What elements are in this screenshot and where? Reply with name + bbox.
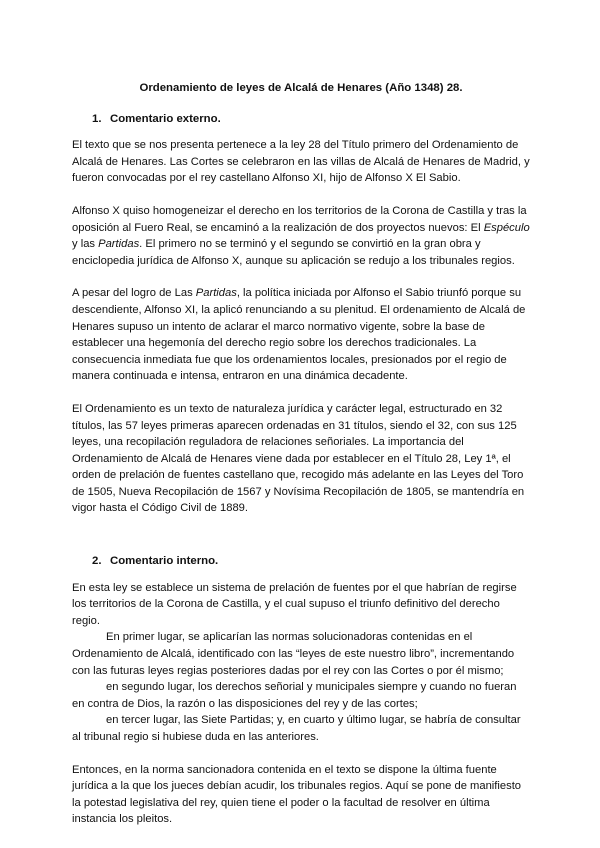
section-number: 2. bbox=[92, 555, 102, 568]
text-run: . El primero no se terminó y el segundo se convirtió en la gran obra y enciclopedia jurídica de Alfonso X, aunque su aplicación se redujo a los tribunales regios. bbox=[72, 238, 515, 267]
section-heading-text: Comentario externo. bbox=[110, 112, 221, 125]
paragraph bbox=[72, 137, 530, 187]
paragraph bbox=[72, 401, 530, 517]
section-number: 1. bbox=[92, 112, 102, 125]
spacer bbox=[72, 533, 530, 553]
paragraph-text: En primer lugar, se aplicarían las normas solucionadoras contenidas en el Ordenamiento de Alcalá, identificado con las “leyes de este nuestro libro”, incrementando con las futuras leyes regias posteriores dadas por el rey con las Cortes o por él mismo; bbox=[72, 631, 515, 677]
italic-term: Espéculo bbox=[483, 221, 530, 234]
document-title: Ordenamiento de leyes de Alcalá de Henares (Año 1348) 28. bbox=[139, 82, 463, 94]
italic-term: Partidas bbox=[98, 238, 140, 251]
paragraph-text: El Ordenamiento es un texto de naturaleza jurídica y carácter legal, estructurado en 32 títulos, las 57 leyes primeras aparecen ordenadas en 31 títulos, siendo el 32, con sus 125 leyes, una recopilación reguladora de relaciones señoriales. La importancia del Ordenamiento de Alcalá de Henares viene dada por establecer en el Título 28, Ley 1ª, el orden de prelación de fuentes castellano que, recogido más adelante en las Leyes del Toro de 1505, Nueva Recopilación de 1567 y Novísima Recopilación de 1805, se mantendría en vigor hasta el Código Civil de 1889. bbox=[72, 402, 525, 515]
paragraph bbox=[72, 203, 530, 269]
paragraph-text: en tercer lugar, las Siete Partidas; y, en cuarto y último lugar, se habría de consultar al tribunal regio si hubiese duda en las anteriores. bbox=[72, 714, 521, 743]
paragraph-text bbox=[72, 285, 530, 385]
section-heading-external bbox=[92, 111, 530, 128]
paragraph-text: El texto que se nos presenta pertenece a la ley 28 del Título primero del Ordenamiento de Alcalá de Henares. Las Cortes se celebraron en las villas de Alcalá de Henares de Madrid, y fueron convocadas por el rey castellano Alfonso XI, hijo de Alfonso X El Sabio. bbox=[72, 139, 530, 185]
text-run: Alfonso X quiso homogeneizar el derecho en los territorios de la Corona de Castilla y tras la oposición al Fuero Real, se encaminó a la realización de dos proyectos nuevos: El bbox=[72, 204, 527, 234]
italic-term: Partidas bbox=[195, 287, 237, 300]
paragraph-text: en segundo lugar, los derechos señorial y municipales siempre y cuando no fueran en contra de Dios, la razón o las disposiciones del rey y de las cortes; bbox=[72, 681, 517, 710]
paragraph-text bbox=[72, 203, 530, 269]
paragraph bbox=[72, 580, 530, 746]
paragraph-text: En esta ley se establece un sistema de prelación de fuentes por el que habrían de regirse los territorios de la Corona de Castilla, y el cual supuso el triunfo definitivo del derecho regio. bbox=[72, 581, 517, 627]
document-page bbox=[72, 80, 530, 844]
section-heading-internal bbox=[92, 553, 530, 570]
section-heading-text: Comentario interno. bbox=[110, 555, 219, 568]
paragraph-text: Entonces, en la norma sancionadora contenida en el texto se dispone la última fuente jurídica a la que los jueces debían acudir, los tribunales regios. Aquí se pone de manifiesto la potestad legislativa del rey, quien tiene el poder o la facultad de resolver en última instancia los pleitos. bbox=[72, 763, 522, 826]
paragraph bbox=[72, 285, 530, 385]
text-run: y las bbox=[72, 238, 99, 251]
text-run: , la política iniciada por Alfonso el Sabio triunfó porque su descendiente, Alfonso XI, la aplicó renunciando a su plenitud. El ordenamiento de Alcalá de Henares supuso un intento de aclarar el marco normativo vigente, sobre la base de establecer una hegemonía del derecho regio sobre los derechos tradicionales. La consecuencia inmediata fue que los ordenamientos locales, presionados por el regio de manera continuada e intensa, entraron en una dinámica decadente. bbox=[72, 287, 526, 383]
paragraph bbox=[72, 762, 530, 828]
text-run: A pesar del logro de Las bbox=[72, 287, 196, 300]
